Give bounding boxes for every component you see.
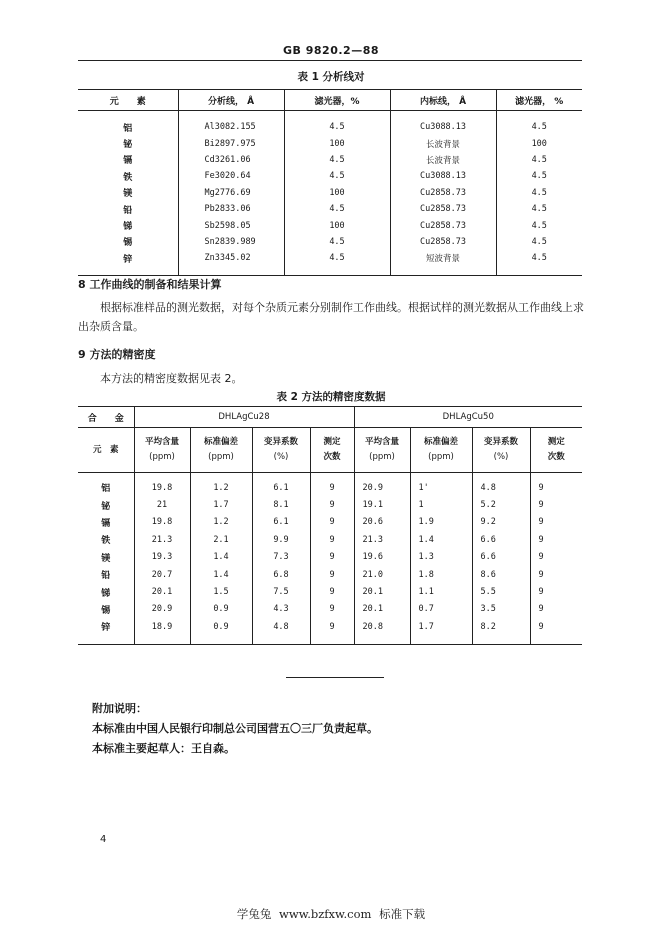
element-cell: 锡 <box>78 601 134 618</box>
table2-cell: 1.4 <box>190 549 252 566</box>
table2-cell: 3.5 <box>472 601 530 618</box>
table1-header-row <box>78 90 582 111</box>
table1-col-header: 分析线， Å <box>178 90 284 111</box>
table2-cell: 18.9 <box>134 618 190 635</box>
table1-cell: 100 <box>531 138 547 149</box>
subheader-text: 平均含量 <box>364 437 399 447</box>
subheader-count <box>530 428 582 473</box>
table2-cell: 8.1 <box>252 496 310 513</box>
table1-cell: Mg2776.69 <box>178 185 284 201</box>
table1-cell: 4.5 <box>531 253 547 264</box>
subheader-std <box>190 428 252 473</box>
table2-cell: 19.8 <box>134 514 190 531</box>
table1-cell: Cu2858.73 <box>390 185 496 201</box>
table1-cell: Sb2598.05 <box>178 217 284 233</box>
section9-heading: 9 方法的精密度 <box>78 348 156 361</box>
table1-row <box>78 201 582 217</box>
subheader-unit: (%) <box>273 452 289 462</box>
table1-row <box>78 185 582 201</box>
page-number: 4 <box>100 834 107 845</box>
element-label: 元 素 <box>78 428 134 473</box>
element-cell: 镉 <box>78 514 134 531</box>
subheader-unit: (ppm) <box>369 452 395 462</box>
table2-row <box>78 531 582 548</box>
element-cell: 锑 <box>78 583 134 600</box>
table2-row <box>78 514 582 531</box>
subheader-mean <box>354 428 410 473</box>
table1-cell: 4.5 <box>531 171 547 182</box>
table1-cell: 4.5 <box>531 236 547 247</box>
element-cell: 铝 <box>78 119 178 135</box>
subheader-unit: (ppm) <box>149 452 175 462</box>
table2-cell: 1.9 <box>410 514 472 531</box>
table1-cell: 100 <box>284 135 390 151</box>
element-cell: 锌 <box>78 250 178 266</box>
table2-cell: 9 <box>538 621 544 632</box>
table1-cell: 4.5 <box>284 119 390 135</box>
table2-cell: 21.3 <box>134 531 190 548</box>
table1-cell: Bi2897.975 <box>178 135 284 151</box>
table2-cell: 9 <box>310 531 354 548</box>
table2-cell: 1.8 <box>410 566 472 583</box>
table2-cell: 20.9 <box>134 601 190 618</box>
subheader-text: 平均含量 <box>144 437 179 447</box>
table1-cell: Cu3088.13 <box>390 119 496 135</box>
table2-cell: 9 <box>310 583 354 600</box>
table2-cell: 4.8 <box>472 479 530 496</box>
table1-cell: 4.5 <box>531 187 547 198</box>
table2-cell: 9 <box>310 479 354 496</box>
alloy-label: 合 金 <box>78 407 134 428</box>
table2-cell: 1.7 <box>190 496 252 513</box>
table1-cell: 4.5 <box>284 250 390 266</box>
table2-cell: 19.1 <box>354 496 410 513</box>
subheader-unit: 次数 <box>547 452 565 462</box>
footer-watermark-text: 学兔兔 www.bzfxw.com 标准下载 <box>236 907 426 921</box>
element-cell: 铋 <box>78 135 178 151</box>
header-rule <box>78 60 582 61</box>
table2-cell: 1.5 <box>190 583 252 600</box>
table2-cell: 9 <box>538 569 544 580</box>
table2-cell: 8.2 <box>472 618 530 635</box>
table1-cell: 长波背景 <box>390 135 496 151</box>
table2-cell: 4.8 <box>252 618 310 635</box>
table2-cell: 21.0 <box>354 566 410 583</box>
table1-cell: Cu3088.13 <box>390 168 496 184</box>
table2-cell: 8.6 <box>472 566 530 583</box>
table1-cell: Pb2833.06 <box>178 201 284 217</box>
notes-divider <box>286 677 384 678</box>
table1-cell: 短波背景 <box>390 250 496 266</box>
table2-cell: 5.2 <box>472 496 530 513</box>
subheader-cv <box>252 428 310 473</box>
table2-cell: 1.7 <box>410 618 472 635</box>
table1-row <box>78 168 582 184</box>
table2-row <box>78 583 582 600</box>
table1-row <box>78 152 582 168</box>
table1-row <box>78 217 582 233</box>
element-cell: 铋 <box>78 496 134 513</box>
table2-cell: 9.2 <box>472 514 530 531</box>
section9-text: 本方法的精密度数据见表 2。 <box>100 372 243 385</box>
table2-cell: 9 <box>538 587 544 598</box>
table1-row <box>78 250 582 266</box>
table2-cell: 1.4 <box>190 566 252 583</box>
element-cell: 铅 <box>78 201 178 217</box>
element-cell: 锌 <box>78 618 134 635</box>
subheader-text: 测定 <box>547 437 565 447</box>
table1-cell: 4.5 <box>284 168 390 184</box>
table1-cell: 4.5 <box>531 204 547 215</box>
table2-cell: 20.1 <box>354 601 410 618</box>
subheader-text: 变异系数 <box>263 437 298 447</box>
table1-cell: Cu2858.73 <box>390 234 496 250</box>
table1-cell: 长波背景 <box>390 152 496 168</box>
table2-header-row-metrics <box>78 428 582 473</box>
table2-cell: 0.9 <box>190 601 252 618</box>
table2-cell: 6.8 <box>252 566 310 583</box>
table2-cell: 20.7 <box>134 566 190 583</box>
table2-caption: 表 2 方法的精密度数据 <box>276 391 386 403</box>
table2-cell: 4.3 <box>252 601 310 618</box>
table2-precision-data <box>78 406 582 645</box>
table1-cell: 4.5 <box>531 220 547 231</box>
table2-row <box>78 601 582 618</box>
subheader-unit: (ppm) <box>428 452 454 462</box>
table1-analysis-line-pairs <box>78 89 582 276</box>
subheader-text: 变异系数 <box>483 437 518 447</box>
table2-header-row-alloy <box>78 407 582 428</box>
notes-line-1: 本标准由中国人民银行印制总公司国营五〇三厂负责起草。 <box>92 722 378 735</box>
table2-cell: 6.1 <box>252 479 310 496</box>
table2-cell: 19.6 <box>354 549 410 566</box>
table2-cell: 1 <box>410 496 472 513</box>
table1-cell: 4.5 <box>531 154 547 165</box>
standard-number: GB 9820.2—88 <box>283 44 379 57</box>
table2-cell: 21.3 <box>354 531 410 548</box>
element-cell: 镁 <box>78 185 178 201</box>
table2-cell: 9.9 <box>252 531 310 548</box>
table2-cell: 5.5 <box>472 583 530 600</box>
notes-title: 附加说明： <box>92 702 147 715</box>
table1-cell: 100 <box>284 185 390 201</box>
table2-cell: 9 <box>538 500 544 511</box>
subheader-unit: (%) <box>493 452 509 462</box>
table1-cell: Cu2858.73 <box>390 217 496 233</box>
table2-cell: 20.1 <box>134 583 190 600</box>
table2-row <box>78 618 582 635</box>
table2-cell: 9 <box>310 601 354 618</box>
subheader-unit: 次数 <box>323 452 341 462</box>
table2-cell: 9 <box>538 552 544 563</box>
table2-cell: 9 <box>310 566 354 583</box>
table2-row <box>78 549 582 566</box>
subheader-text: 标准偏差 <box>423 437 458 447</box>
table1-cell: 100 <box>284 217 390 233</box>
table1-col-header: 滤光器， % <box>496 90 582 111</box>
table2-cell: 2.1 <box>190 531 252 548</box>
element-cell: 铅 <box>78 566 134 583</box>
table2-cell: 6.1 <box>252 514 310 531</box>
subheader-std <box>410 428 472 473</box>
table2-cell: 7.3 <box>252 549 310 566</box>
table1-col-header: 滤光器，% <box>284 90 390 111</box>
alloy-name-1: DHLAgCu28 <box>134 407 354 428</box>
table1-row <box>78 135 582 151</box>
table1-cell: 4.5 <box>284 152 390 168</box>
table1-cell: 4.5 <box>531 122 547 133</box>
element-cell: 铝 <box>78 479 134 496</box>
table2-cell: 20.6 <box>354 514 410 531</box>
element-cell: 镁 <box>78 549 134 566</box>
subheader-cv <box>472 428 530 473</box>
table2-cell: 9 <box>538 517 544 528</box>
table2-cell: 9 <box>538 604 544 615</box>
table2-cell: 20.1 <box>354 583 410 600</box>
element-cell: 镉 <box>78 152 178 168</box>
table2-cell: 9 <box>310 549 354 566</box>
table2-cell: 19.8 <box>134 479 190 496</box>
table2-cell: 1.2 <box>190 479 252 496</box>
table2-row <box>78 496 582 513</box>
table2-cell: 1.2 <box>190 514 252 531</box>
notes-line-2: 本标准主要起草人：王自森。 <box>92 742 235 755</box>
table2-cell: 0.7 <box>410 601 472 618</box>
table2-cell: 6.6 <box>472 549 530 566</box>
table2-cell: 9 <box>538 534 544 545</box>
table1-row <box>78 119 582 135</box>
subheader-text: 测定 <box>323 437 341 447</box>
table2-cell: 20.8 <box>354 618 410 635</box>
section8-text: 根据标准样品的测光数据，对每个杂质元素分别制作工作曲线。根据试样的测光数据从工作曲线上求出杂质含量。 <box>78 301 584 333</box>
table2-cell: 6.6 <box>472 531 530 548</box>
element-cell: 锡 <box>78 234 178 250</box>
table2-row <box>78 566 582 583</box>
table1-cell: 4.5 <box>284 201 390 217</box>
table2-cell: 1.3 <box>410 549 472 566</box>
table1-col-header: 内标线， Å <box>390 90 496 111</box>
subheader-text: 标准偏差 <box>203 437 238 447</box>
table2-cell: 19.3 <box>134 549 190 566</box>
element-cell: 锑 <box>78 217 178 233</box>
table1-cell: Sn2839.989 <box>178 234 284 250</box>
table1-cell: Zn3345.02 <box>178 250 284 266</box>
table2-cell: 0.9 <box>190 618 252 635</box>
table1-cell: 4.5 <box>284 234 390 250</box>
table2-cell: 9 <box>310 618 354 635</box>
table2-row <box>78 479 582 496</box>
table1-cell: Al3082.155 <box>178 119 284 135</box>
table1-cell: Cd3261.06 <box>178 152 284 168</box>
section8-heading: 8 工作曲线的制备和结果计算 <box>78 278 222 291</box>
table1-col-header: 元 素 <box>78 90 178 111</box>
table2-cell: 7.5 <box>252 583 310 600</box>
table1-cell: Fe3020.64 <box>178 168 284 184</box>
table2-cell: 21 <box>134 496 190 513</box>
alloy-name-2: DHLAgCu50 <box>354 407 582 428</box>
table2-cell: 9 <box>310 514 354 531</box>
table1-row <box>78 234 582 250</box>
subheader-count <box>310 428 354 473</box>
table2-cell: 20.9 <box>354 479 410 496</box>
table2-cell: 1.4 <box>410 531 472 548</box>
subheader-unit: (ppm) <box>208 452 234 462</box>
table2-cell: 1' <box>410 479 472 496</box>
table2-cell: 1.1 <box>410 583 472 600</box>
table2-cell: 9 <box>538 482 544 493</box>
element-cell: 铁 <box>78 168 178 184</box>
table1-cell: Cu2858.73 <box>390 201 496 217</box>
element-cell: 铁 <box>78 531 134 548</box>
table2-cell: 9 <box>310 496 354 513</box>
subheader-mean <box>134 428 190 473</box>
table1-caption: 表 1 分析线对 <box>297 71 365 83</box>
